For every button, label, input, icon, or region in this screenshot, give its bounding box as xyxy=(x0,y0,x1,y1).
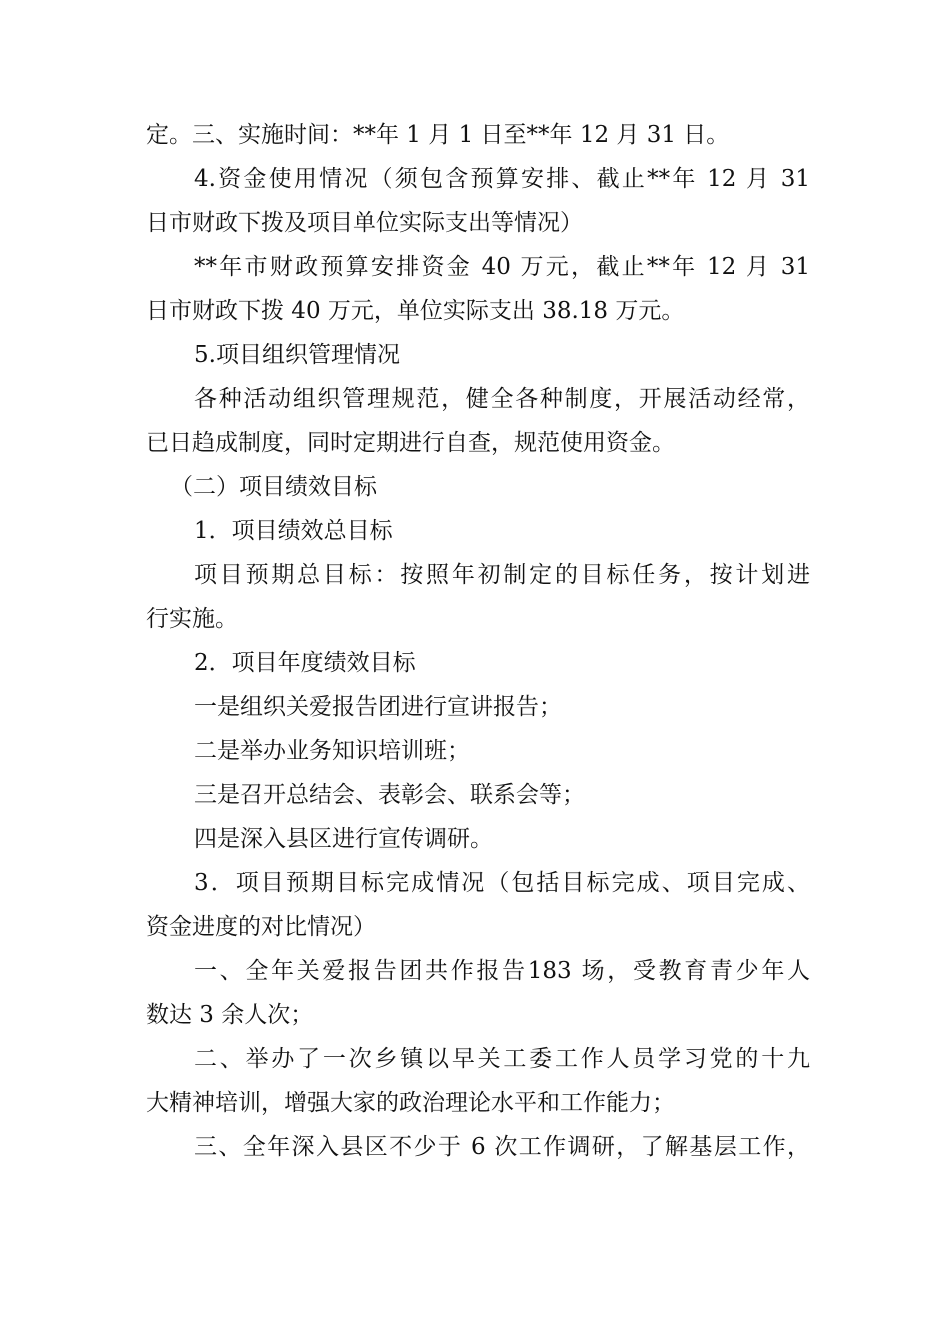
text-line: 数达 3 余人次； xyxy=(146,1002,314,1028)
list-item: 一、全年关爱报告团共作报告183 场，受教育青少年人 xyxy=(194,958,810,984)
list-item: 一是组织关爱报告团进行宣讲报告； xyxy=(194,694,562,720)
section-heading: 3．项目预期目标完成情况（包括目标完成、项目完成、 xyxy=(194,870,810,896)
section-heading: 1．项目绩效总目标 xyxy=(194,518,393,544)
text-line: 日市财政下拨 40 万元，单位实际支出 38.18 万元。 xyxy=(146,298,685,324)
text-line: 各种活动组织管理规范，健全各种制度，开展活动经常， xyxy=(194,386,810,412)
text-line: 资金进度的对比情况） xyxy=(146,914,376,940)
section-heading: （二）项目绩效目标 xyxy=(170,474,377,500)
text-line: 行实施。 xyxy=(146,606,238,632)
text-line: 4.资金使用情况（须包含预算安排、截止**年 12 月 31 xyxy=(194,166,810,192)
list-item: 四是深入县区进行宣传调研。 xyxy=(194,826,493,852)
section-heading: 5.项目组织管理情况 xyxy=(194,342,400,368)
text-line: 项目预期总目标：按照年初制定的目标任务，按计划进 xyxy=(194,562,810,588)
text-line: **年市财政预算安排资金 40 万元，截止**年 12 月 31 xyxy=(194,254,810,280)
list-item: 二、举办了一次乡镇以早关工委工作人员学习党的十九 xyxy=(194,1046,810,1072)
list-item: 三是召开总结会、表彰会、联系会等； xyxy=(194,782,585,808)
text-line: 大精神培训，增强大家的政治理论水平和工作能力； xyxy=(146,1090,675,1116)
text-line: 已日趋成制度，同时定期进行自查，规范使用资金。 xyxy=(146,430,675,456)
document-body xyxy=(146,113,810,1169)
list-item: 三、全年深入县区不少于 6 次工作调研，了解基层工作， xyxy=(194,1134,810,1160)
list-item: 二是举办业务知识培训班； xyxy=(194,738,470,764)
text-line: 定。三、实施时间：**年 1 月 1 日至**年 12 月 31 日。 xyxy=(146,122,730,148)
text-line: 日市财政下拨及项目单位实际支出等情况） xyxy=(146,210,583,236)
section-heading: 2．项目年度绩效目标 xyxy=(194,650,416,676)
